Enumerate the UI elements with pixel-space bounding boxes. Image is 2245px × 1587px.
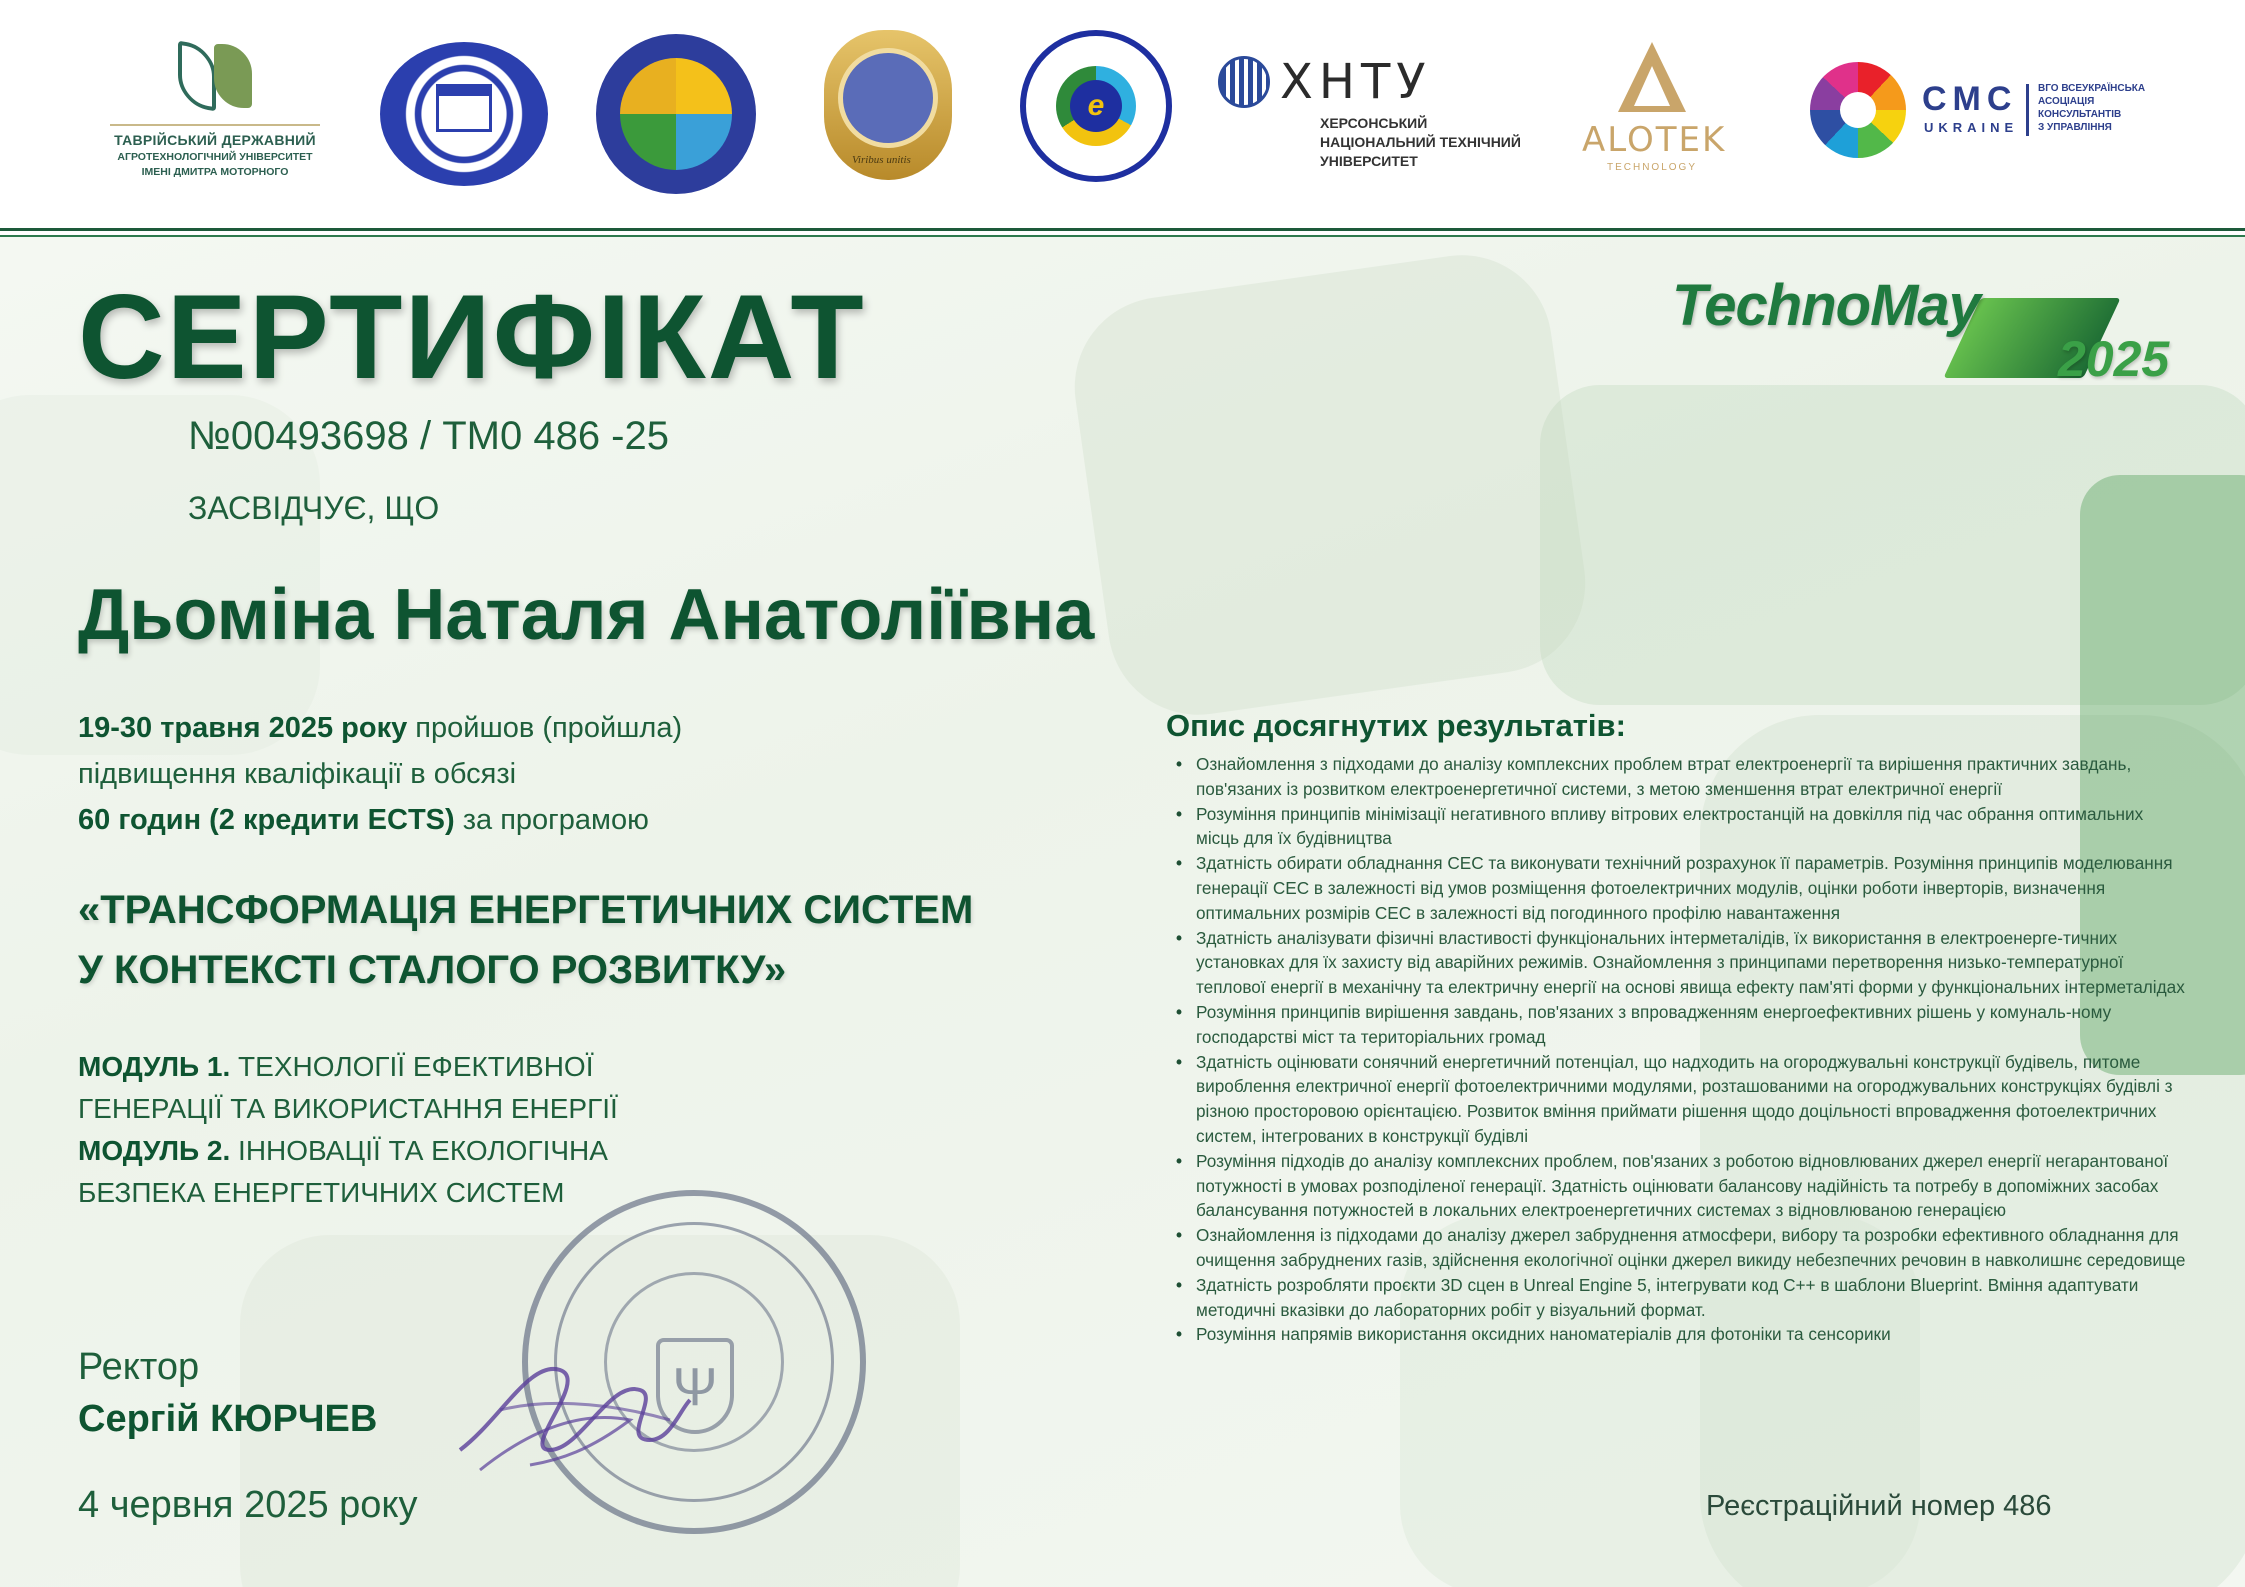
triangle-icon	[1618, 42, 1686, 112]
kntu-name	[1320, 114, 1521, 171]
university-name-line2: АГРОТЕХНОЛОГІЧНИЙ УНІВЕРСИТЕТ	[117, 151, 313, 163]
e-letter-icon: e	[1070, 80, 1122, 132]
course-hours-line	[78, 804, 649, 837]
seal-logo-energy-institute	[1020, 30, 1172, 182]
module-1-cont: ГЕНЕРАЦІЇ ТА ВИКОРИСТАННЯ ЕНЕРГІЇ	[78, 1093, 618, 1124]
cmc-logo	[1810, 62, 2170, 162]
module-1-label: МОДУЛЬ 1.	[78, 1051, 231, 1082]
recipient-name: Дьоміна Наталя Анатоліївна	[78, 575, 1095, 655]
module-1	[78, 1046, 618, 1088]
registration-number: Реєстраційний номер 486	[1706, 1490, 2052, 1522]
logo-header	[0, 0, 2245, 228]
results-title: Опис досягнутих результатів:	[1166, 708, 1626, 743]
course-dates-rest: пройшов (пройшла)	[407, 712, 683, 744]
results-list	[1166, 752, 2186, 1347]
cmc-desc-line3: КОНСУЛЬТАНТІВ	[2038, 109, 2122, 120]
trident-icon: Ψ	[656, 1338, 734, 1434]
cmc-desc-line2: АСОЦІАЦІЯ	[2038, 96, 2095, 107]
university-logo	[100, 36, 330, 196]
technomay-year: 2025	[2058, 331, 2170, 387]
list-item: • Здатність оцінювати сонячний енергетичний потенціал, що надходить на огороджувальні конструкції будівель, питоме вироблення електричної енергії фотоелектричними модулями, розташованими на огороджувальних конструкціях будівлі з різною просторовою орієнтацією. Розвиток вміння приймати рішення щодо доцільності впровадження фотоелектричних систем, інтегрованих в конструкції будівлі	[1166, 1050, 2186, 1149]
shield-motto: Viribus unitis	[852, 154, 911, 166]
globe-icon	[838, 48, 938, 148]
issue-date: 4 червня 2025 року	[78, 1484, 418, 1526]
course-dates-line	[78, 712, 682, 745]
module-1-text: ТЕХНОЛОГІЇ ЕФЕКТИВНОЇ	[230, 1051, 594, 1082]
course-hours: 60 годин (2 кредити ECTS)	[78, 804, 455, 836]
module-2-cont: БЕЗПЕКА ЕНЕРГЕТИЧНИХ СИСТЕМ	[78, 1177, 565, 1208]
kntu-logo	[1218, 56, 1538, 176]
cmc-name: CMC	[1922, 80, 2018, 118]
list-item: • Здатність аналізувати фізичні властивості функціональних інтерметалідів, їх використання в електроенерге-тичних установках для їх захисту від аварійних режимів. Ознайомлення з принципами перетворення низько-температурної теплової енергії в механічну та електричну енергії на основі явища ефекту пам'яті форми у функціональних інтерметалідах	[1166, 926, 2186, 1000]
building-icon	[436, 84, 492, 132]
list-item: • Розуміння принципів вирішення завдань, пов'язаних з впровадженням енергоефективних рішень у комуналь-ному господарстві міст та територіальних громад	[1166, 1000, 2186, 1050]
list-item: • Здатність розробляти проєкти 3D сцен в Unreal Engine 5, інтегрувати код С++ в шаблони Blueprint. Вміння адаптувати методичні вказівки до лабораторних робіт у візуальний формат.	[1166, 1273, 2186, 1323]
program-title-line2: У КОНТЕКСТІ СТАЛОГО РОЗВИТКУ»	[78, 948, 787, 992]
kntu-brand: ХНТУ	[1280, 54, 1432, 110]
list-item: • Розуміння підходів до аналізу комплексних проблем, пов'язаних з роботою відновлюваних джерел енергії негарантованої потужності в умовах розподіленої генерації. Здатність оцінювати балансову надійність та потребу в допоміжних засобах балансування потужностей в локальних електроенергетичних системах з відновлюваною генерацією	[1166, 1149, 2186, 1223]
course-qualification-line: підвищення кваліфікації в обсязі	[78, 758, 517, 790]
cmc-desc-line4: З УПРАВЛІННЯ	[2038, 122, 2112, 133]
bg-tile	[1063, 244, 1597, 727]
cmc-description	[2038, 82, 2158, 134]
modules-list	[78, 1046, 618, 1214]
alotek-logo	[1582, 42, 1727, 187]
kntu-name-line1: ХЕРСОНСЬКИЙ	[1320, 115, 1428, 131]
module-2	[78, 1130, 618, 1172]
list-item: • Розуміння напрямів використання оксидних наноматеріалів для фотоніки та сенсорики	[1166, 1322, 2186, 1347]
alotek-sub: TECHNOLOGY	[1606, 162, 1697, 173]
header-divider	[0, 228, 2245, 231]
rector-title: Ректор	[78, 1346, 200, 1388]
course-hours-rest: за програмою	[454, 804, 649, 836]
certificate-number: №00493698 / ТМ0 486 -25	[188, 414, 669, 458]
kntu-name-line2: НАЦІОНАЛЬНИЙ ТЕХНІЧНИЙ	[1320, 134, 1521, 150]
module-2-label: МОДУЛЬ 2.	[78, 1135, 231, 1166]
list-item: • Ознайомлення із підходами до аналізу джерел забруднення атмосфери, вибору та розробки ефективного обладнання для очищення забруднених газів, здійснення екологічної оцінки джерел викиду небезпечних речовин в навколишнє середовище	[1166, 1223, 2186, 1273]
shield-logo	[808, 26, 968, 182]
program-title-line1: «ТРАНСФОРМАЦІЯ ЕНЕРГЕТИЧНИХ СИСТЕМ	[78, 888, 974, 932]
course-dates: 19-30 травня 2025 року	[78, 712, 408, 744]
globe-icon	[1218, 56, 1270, 108]
flower-icon	[1810, 62, 1906, 158]
header-divider	[0, 235, 2245, 237]
cmc-desc-line1: ВГО ВСЕУКРАЇНСЬКА	[2038, 83, 2146, 94]
seal-logo-academy	[380, 42, 548, 186]
technomay-word: TechnoMay	[1672, 273, 1980, 338]
divider	[2026, 84, 2029, 136]
module-2-text: ІННОВАЦІЇ ТА ЕКОЛОГІЧНА	[230, 1135, 608, 1166]
program-title	[78, 880, 973, 1000]
kntu-name-line3: УНІВЕРСИТЕТ	[1320, 153, 1418, 169]
rector-name: Сергій КЮРЧЕВ	[78, 1398, 378, 1440]
leaf-icon	[170, 36, 260, 116]
certificate-title: СЕРТИФІКАТ	[78, 270, 866, 404]
energy-icon	[620, 58, 732, 170]
list-item: • Розуміння принципів мінімізації негативного впливу вітрових електростанцій на довкілля під час обрання оптимальних місць для їх будівництва	[1166, 802, 2186, 852]
university-name-line3: ІМЕНІ ДМИТРА МОТОРНОГО	[141, 166, 289, 178]
list-item: • Здатність обирати обладнання СЕС та виконувати технічний розрахунок її параметрів. Розуміння принципів моделювання генерації СЕС в залежності від умов розміщення фотоелектричних модулів, оцінки роботи інверторів, визначення оптимальних розмірів СЕС в залежності від погодинного профілю навантаження	[1166, 851, 2186, 925]
university-name-line1: ТАВРІЙСЬКИЙ ДЕРЖАВНИЙ	[114, 132, 316, 148]
seal-logo-renewable-energy-institute	[596, 34, 756, 194]
alotek-name: ALOTEK	[1582, 120, 1727, 160]
rector-signature	[440, 1300, 700, 1490]
cmc-country: UKRAINE	[1924, 120, 2019, 135]
certifies-text: ЗАСВІДЧУЄ, ЩО	[188, 490, 440, 526]
technomay-logo	[1672, 272, 2192, 392]
list-item: • Ознайомлення з підходами до аналізу комплексних проблем втрат електроенергії та вирішення практичних завдань, пов'язаних із розвитком електроенергетичної системи, з метою зменшення втрат електричної енергії	[1166, 752, 2186, 802]
